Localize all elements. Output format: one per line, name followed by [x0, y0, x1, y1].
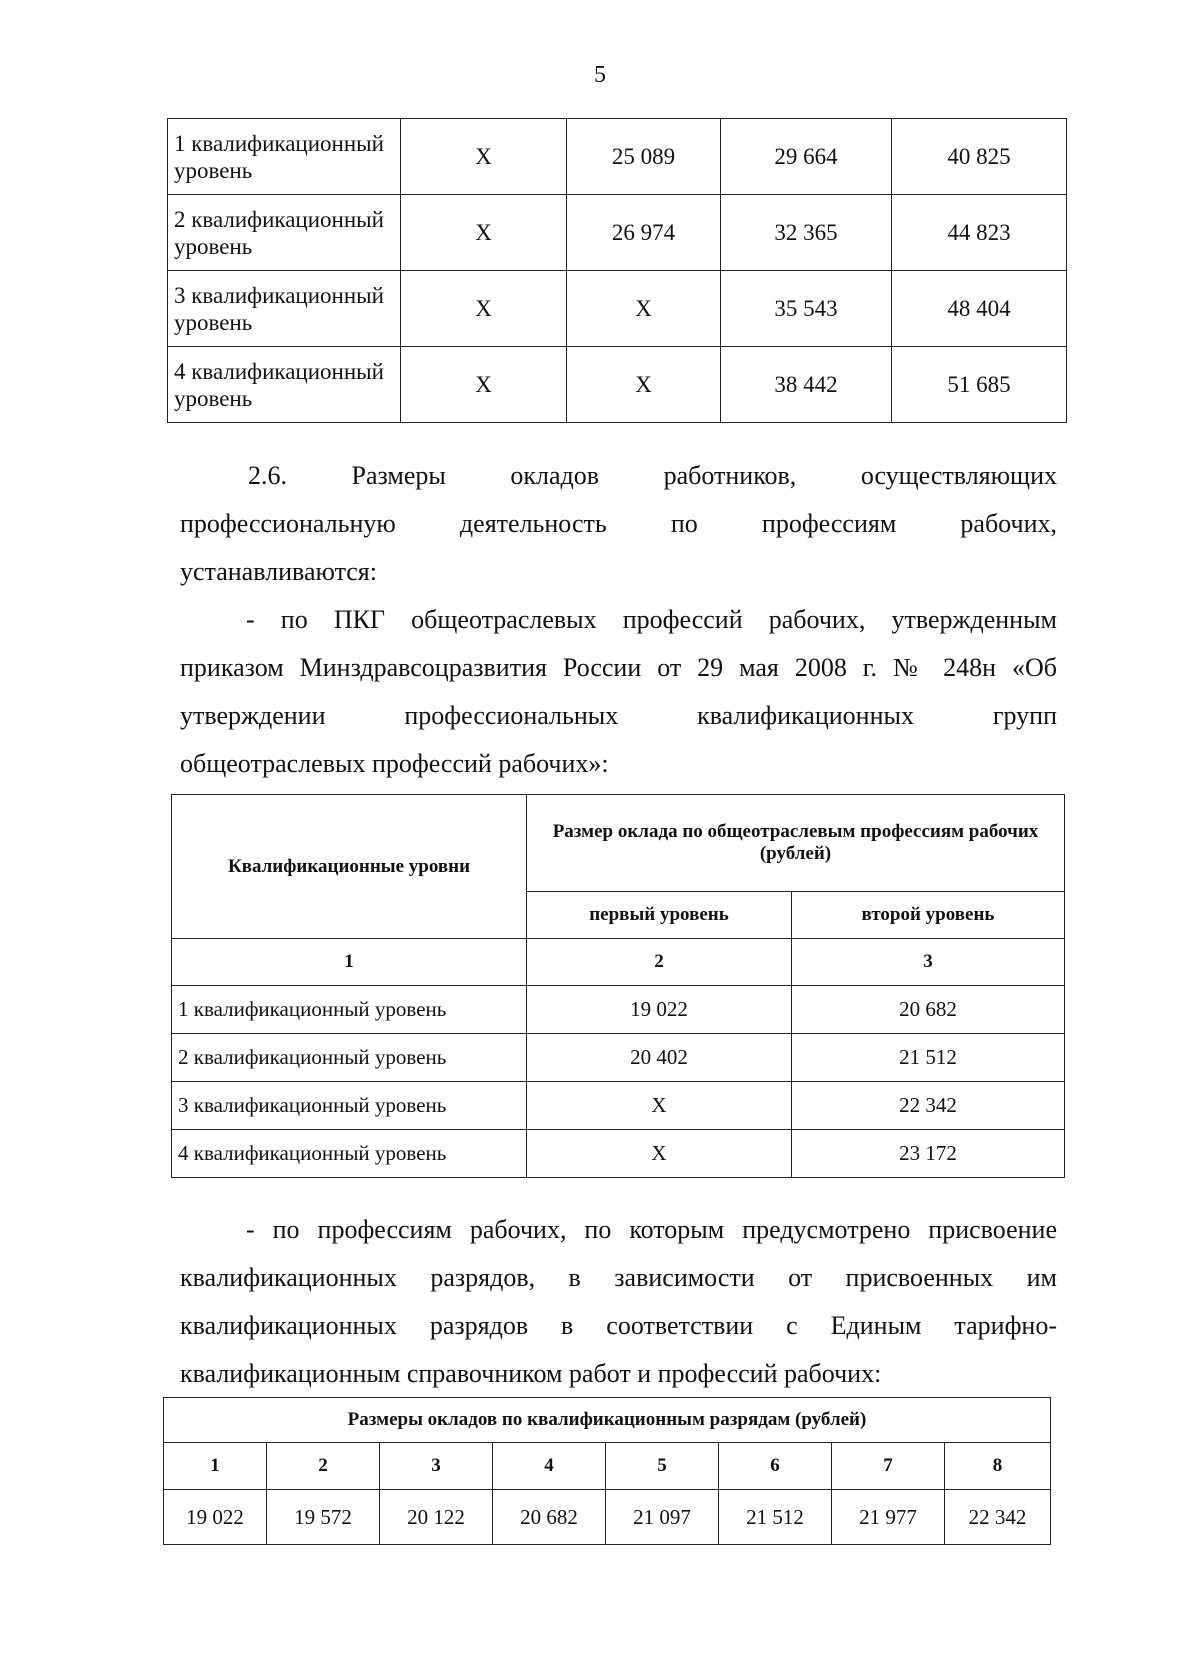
- table-cell: 22 342: [792, 1082, 1065, 1130]
- text-line: 2.6. Размеры окладов работников, осуществляющих: [248, 461, 1057, 490]
- grade-number: 6: [719, 1443, 832, 1490]
- general-profession-salary-table: [171, 794, 1065, 1178]
- table-cell: Х: [401, 347, 567, 423]
- column-number: 1: [172, 939, 527, 986]
- table-cell: 21 977: [832, 1490, 945, 1545]
- text-line: приказом Минздравсоцразвития России от 29 мая 2008 г. № 248н «Об: [180, 653, 1057, 682]
- table-row: [172, 1034, 1065, 1082]
- level-label: 4 квалификационный уровень: [168, 347, 401, 423]
- column-number: 2: [527, 939, 792, 986]
- header-levels: Квалификационные уровни: [172, 795, 527, 939]
- table-cell: Х: [527, 1082, 792, 1130]
- table-row: [172, 1130, 1065, 1178]
- table-cell: Х: [567, 271, 721, 347]
- table-cell: 20 122: [380, 1490, 493, 1545]
- grade-number: 8: [945, 1443, 1051, 1490]
- table-cell: 21 512: [792, 1034, 1065, 1082]
- table-cell: 20 682: [792, 986, 1065, 1034]
- page-number: 5: [594, 62, 606, 88]
- header-second-level: второй уровень: [792, 892, 1065, 939]
- column-number-row: [172, 939, 1065, 986]
- table-cell: Х: [567, 347, 721, 423]
- table-row: [168, 119, 1067, 195]
- table-cell: 38 442: [721, 347, 892, 423]
- paragraph-2-6: [180, 452, 1057, 788]
- table-row: [168, 271, 1067, 347]
- grade-salary-table: [163, 1397, 1051, 1545]
- table-cell: 25 089: [567, 119, 721, 195]
- grade-number: 4: [493, 1443, 606, 1490]
- grade-number: 7: [832, 1443, 945, 1490]
- text-line: устанавливаются:: [180, 557, 377, 586]
- level-label: 3 квалификационный уровень: [172, 1082, 527, 1130]
- table-cell: 26 974: [567, 195, 721, 271]
- table-cell: 51 685: [892, 347, 1067, 423]
- salary-table-continued: [167, 118, 1067, 423]
- text-line: общеотраслевых профессий рабочих»:: [180, 749, 609, 778]
- text-line: профессиональную деятельность по профессиям рабочих,: [180, 509, 1057, 538]
- table-cell: 23 172: [792, 1130, 1065, 1178]
- table-row: [172, 986, 1065, 1034]
- grade-number-row: [164, 1443, 1051, 1490]
- table-cell: Х: [527, 1130, 792, 1178]
- table-cell: 20 402: [527, 1034, 792, 1082]
- grade-number: 5: [606, 1443, 719, 1490]
- table-cell: 48 404: [892, 271, 1067, 347]
- grade-number: 3: [380, 1443, 493, 1490]
- table-row: [172, 1082, 1065, 1130]
- text-line: - по ПКГ общеотраслевых профессий рабочих, утвержденным: [246, 605, 1057, 634]
- grade-number: 1: [164, 1443, 267, 1490]
- header-salary-size: Размер оклада по общеотраслевым профессиям рабочих (рублей): [527, 795, 1065, 892]
- text-line: квалификационных разрядов в соответствии с Единым тарифно-: [180, 1311, 1057, 1340]
- table-row: [168, 347, 1067, 423]
- column-number: 3: [792, 939, 1065, 986]
- level-label: 2 квалификационный уровень: [172, 1034, 527, 1082]
- level-label: 2 квалификационный уровень: [168, 195, 401, 271]
- level-label: 3 квалификационный уровень: [168, 271, 401, 347]
- table-cell: 21 097: [606, 1490, 719, 1545]
- table-cell: 19 022: [164, 1490, 267, 1545]
- text-line: квалификационных разрядов, в зависимости от присвоенных им: [180, 1263, 1057, 1292]
- table-cell: 32 365: [721, 195, 892, 271]
- level-label: 4 квалификационный уровень: [172, 1130, 527, 1178]
- table-cell: 22 342: [945, 1490, 1051, 1545]
- table-cell: 29 664: [721, 119, 892, 195]
- text-line: утверждении профессиональных квалификационных групп: [180, 701, 1057, 730]
- level-label: 1 квалификационный уровень: [172, 986, 527, 1034]
- table-cell: 44 823: [892, 195, 1067, 271]
- grade-table-title: Размеры окладов по квалификационным разрядам (рублей): [164, 1398, 1051, 1443]
- table-cell: 21 512: [719, 1490, 832, 1545]
- table-cell: 35 543: [721, 271, 892, 347]
- table-cell: 19 022: [527, 986, 792, 1034]
- paragraph-worker-grades: [180, 1206, 1057, 1398]
- table-header-row: [172, 795, 1065, 892]
- text-line: квалификационным справочником работ и профессий рабочих:: [180, 1359, 882, 1388]
- table-cell: 40 825: [892, 119, 1067, 195]
- table-cell: 19 572: [267, 1490, 380, 1545]
- table-row: [168, 195, 1067, 271]
- table-row: [164, 1490, 1051, 1545]
- text-line: - по профессиям рабочих, по которым предусмотрено присвоение: [246, 1215, 1057, 1244]
- table-cell: Х: [401, 119, 567, 195]
- level-label: 1 квалификационный уровень: [168, 119, 401, 195]
- table-header-row: [164, 1398, 1051, 1443]
- table-cell: Х: [401, 271, 567, 347]
- header-first-level: первый уровень: [527, 892, 792, 939]
- table-cell: Х: [401, 195, 567, 271]
- grade-number: 2: [267, 1443, 380, 1490]
- table-cell: 20 682: [493, 1490, 606, 1545]
